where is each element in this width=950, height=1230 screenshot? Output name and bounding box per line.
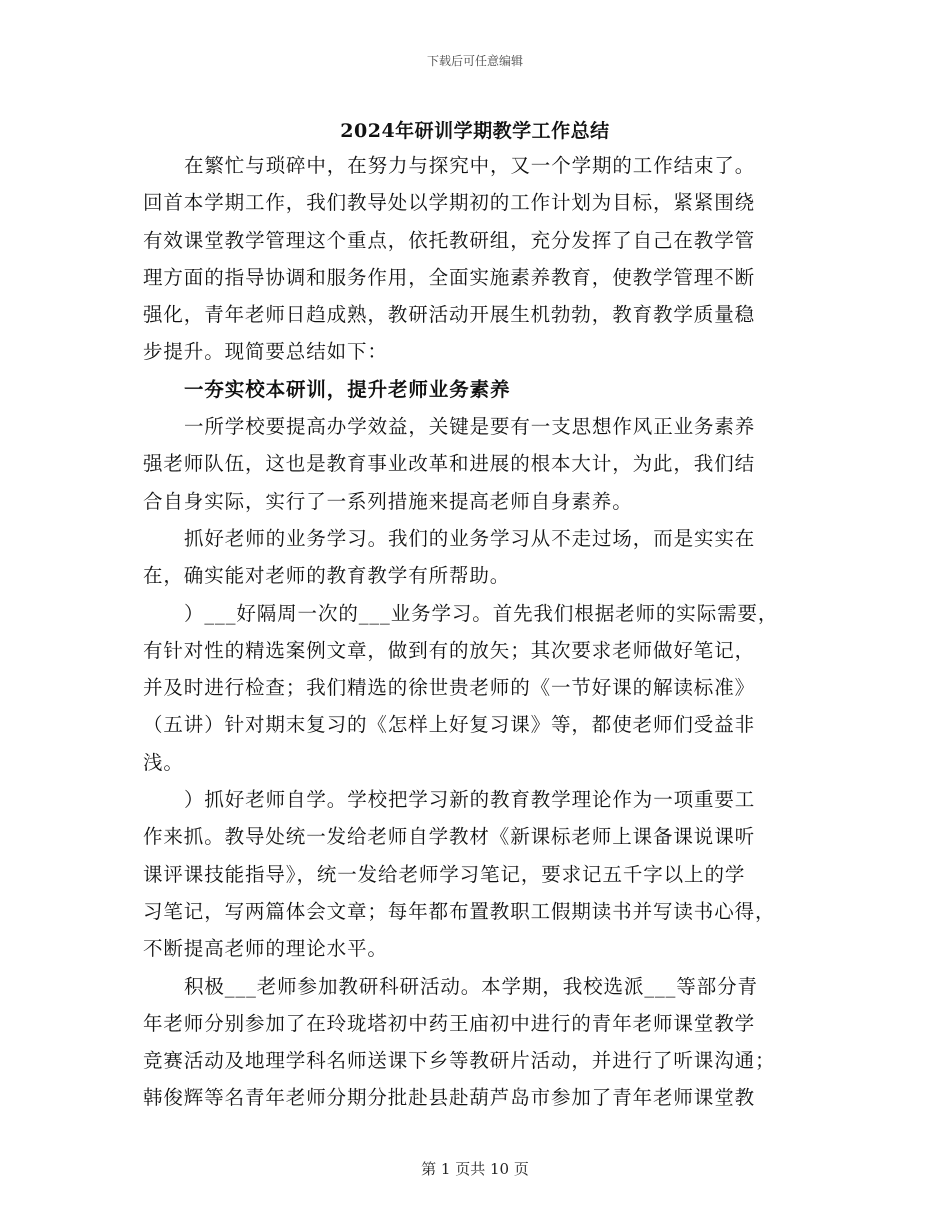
text-line: 合自身实际，实行了一系列措施来提高老师自身素养。 bbox=[143, 489, 633, 513]
page-header: 下载后可任意编辑 bbox=[426, 54, 523, 68]
text-line: 强老师队伍，这也是教育事业改革和进展的根本大计，为此，我们结 bbox=[143, 452, 756, 476]
text-line: 回首本学期工作，我们教导处以学期初的工作计划为目标，紧紧围绕 bbox=[143, 191, 756, 215]
text-line: 在，确实能对老师的教育教学有所帮助。 bbox=[143, 564, 511, 588]
text-line: 积极___老师参加教研科研活动。本学期，我校选派___等部分青 bbox=[184, 974, 758, 998]
text-line: 并及时进行检查；我们精选的徐世贵老师的《一节好课的解读标准》 bbox=[143, 676, 756, 700]
page-footer: 第 1 页共 10 页 bbox=[421, 1160, 529, 1178]
text-line: 有效课堂教学管理这个重点，依托教研组，充分发挥了自己在教学管 bbox=[143, 228, 756, 252]
text-line: 步提升。现简要总结如下： bbox=[143, 340, 388, 364]
text-line: 韩俊辉等名青年老师分期分批赴县赴葫芦岛市参加了青年老师课堂教 bbox=[143, 1086, 756, 1110]
text-line: 年老师分别参加了在玲珑塔初中药王庙初中进行的青年老师课堂教学 bbox=[143, 1011, 756, 1035]
document-title: 2024年研训学期教学工作总结 bbox=[340, 120, 610, 142]
text-line: 课评课技能指导》，统一发给老师学习笔记，要求记五千字以上的学 bbox=[143, 862, 746, 886]
text-line: 理方面的指导协调和服务作用，全面实施素养教育，使教学管理不断 bbox=[143, 265, 756, 289]
text-line: ）___好隔周一次的___业务学习。首先我们根据老师的实际需要， bbox=[184, 601, 779, 625]
section-heading: 一夯实校本研训，提升老师业务素养 bbox=[184, 377, 511, 401]
text-line: 一所学校要提高办学效益，关键是要有一支思想作风正业务素养 bbox=[184, 415, 756, 439]
text-line: 有针对性的精选案例文章，做到有的放矢；其次要求老师做好笔记， bbox=[143, 638, 756, 662]
text-line: 竞赛活动及地理学科名师送课下乡等教研片活动，并进行了听课沟通； bbox=[143, 1049, 776, 1073]
text-line: （五讲）针对期末复习的《怎样上好复习课》等，都使老师们受益非 bbox=[143, 713, 756, 737]
text-line: 不断提高老师的理论水平。 bbox=[143, 937, 388, 961]
text-line: 浅。 bbox=[143, 750, 184, 774]
document-body bbox=[143, 147, 808, 1117]
text-line: 抓好老师的业务学习。我们的业务学习从不走过场，而是实实在 bbox=[184, 526, 756, 550]
text-line: 强化，青年老师日趋成熟，教研活动开展生机勃勃，教育教学质量稳 bbox=[143, 303, 756, 327]
text-line: ）抓好老师自学。学校把学习新的教育教学理论作为一项重要工 bbox=[184, 788, 756, 812]
text-line: 作来抓。教导处统一发给老师自学教材《新课标老师上课备课说课听 bbox=[143, 825, 756, 849]
text-line: 在繁忙与琐碎中，在努力与探究中，又一个学期的工作结束了。 bbox=[184, 154, 756, 177]
text-line: 习笔记，写两篇体会文章；每年都布置教职工假期读书并写读书心得， bbox=[143, 899, 776, 923]
